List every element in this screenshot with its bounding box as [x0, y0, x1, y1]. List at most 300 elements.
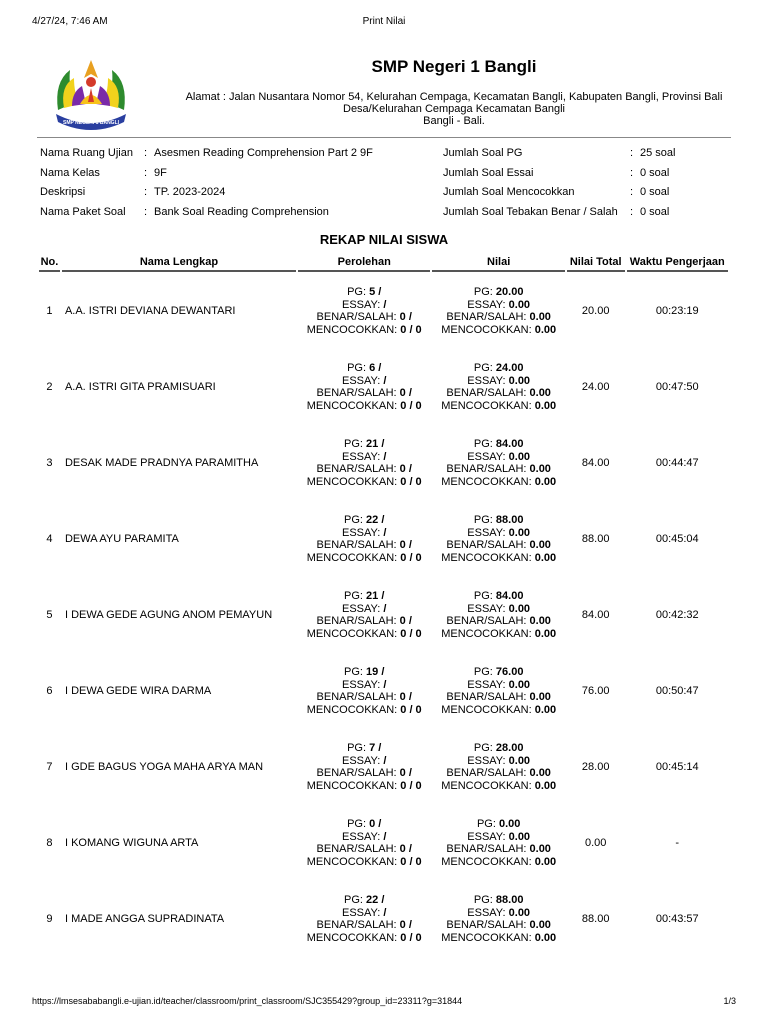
nilai-pg-label: PG:: [473, 894, 496, 906]
nilai-pg-value: 28.00: [495, 742, 524, 754]
perolehan-mencocokkan-value: 0 / 0: [400, 855, 422, 868]
nilai-essay: [432, 375, 564, 388]
info-value: Asesmen Reading Comprehension Part 2 9F: [154, 147, 373, 159]
cell-waktu: 00:50:47: [655, 685, 699, 697]
nilai-pg: [432, 362, 564, 375]
nilai-benar: [432, 311, 564, 324]
perolehan-mencocokkan-value: 0 / 0: [400, 931, 422, 944]
cell-waktu: -: [675, 837, 680, 849]
info-label: Jumlah Soal Essai: [443, 166, 534, 179]
info-colon: :: [630, 166, 634, 179]
nilai-essay-label: ESSAY:: [467, 830, 509, 843]
cell-name: A.A. ISTRI GITA PRAMISUARI: [64, 381, 216, 393]
nilai-essay-value: 0.00: [508, 906, 531, 919]
info-colon: :: [144, 166, 148, 179]
info-label: Nama Ruang Ujian: [40, 147, 133, 159]
cell-no: 1: [46, 305, 53, 317]
perolehan-essay-label: ESSAY:: [341, 678, 384, 691]
nilai-benar-value: 0.00: [529, 843, 551, 855]
perolehan-essay: [298, 907, 430, 920]
perolehan-essay-value: /: [383, 906, 387, 919]
nilai-essay: [432, 527, 564, 540]
nilai-benar-value: 0.00: [529, 767, 551, 779]
perolehan-benar: [298, 311, 430, 324]
school-name: SMP Negeri 1 Bangli: [371, 57, 537, 76]
cell-total: 76.00: [581, 685, 610, 697]
nilai-mencocokkan: [432, 400, 564, 413]
perolehan-benar: [298, 767, 430, 780]
cell-perolehan: [298, 426, 430, 500]
perolehan-pg-label: PG:: [344, 894, 367, 906]
perolehan-mencocokkan: [298, 704, 430, 717]
perolehan-pg-label: PG:: [344, 590, 367, 602]
cell-nilai: [432, 882, 564, 956]
nilai-benar-value: 0.00: [529, 387, 551, 399]
nilai-benar: [432, 387, 564, 400]
nilai-mencocokkan-value: 0.00: [534, 779, 557, 792]
nilai-benar: [432, 691, 564, 704]
perolehan-essay: [298, 755, 430, 768]
info-label: Deskripsi: [40, 186, 86, 198]
cell-name: A.A. ISTRI DEVIANA DEWANTARI: [64, 305, 236, 317]
perolehan-essay: [298, 375, 430, 388]
perolehan-benar-label: BENAR/SALAH:: [316, 919, 400, 931]
nilai-essay-label: ESSAY:: [467, 526, 509, 539]
page-url: https://lmsesababangli.e-ujian.id/teacher/classroom/print_classroom/SJC355429?group_id=23311?g=31844: [32, 996, 463, 1006]
header-divider: [37, 137, 731, 138]
nilai-essay: [432, 831, 564, 844]
nilai-mencocokkan-label: MENCOCOKKAN:: [441, 779, 535, 792]
perolehan-benar-value: 0 /: [399, 843, 412, 855]
perolehan-essay: [298, 603, 430, 616]
info-colon: :: [630, 186, 634, 198]
perolehan-mencocokkan: [298, 932, 430, 945]
nilai-benar: [432, 767, 564, 780]
nilai-mencocokkan-label: MENCOCOKKAN:: [441, 703, 535, 716]
cell-nilai: [432, 350, 564, 424]
nilai-pg-value: 84.00: [495, 590, 524, 602]
perolehan-benar: [298, 615, 430, 628]
perolehan-benar-value: 0 /: [399, 539, 412, 551]
cell-perolehan: [298, 502, 430, 576]
cell-no: 4: [46, 533, 53, 545]
perolehan-benar-value: 0 /: [399, 311, 412, 323]
nilai-essay-label: ESSAY:: [467, 450, 509, 463]
nilai-pg: [432, 438, 564, 451]
perolehan-pg: [298, 438, 430, 451]
cell-total: 88.00: [581, 913, 610, 925]
cell-total: 20.00: [581, 305, 610, 317]
perolehan-pg: [298, 362, 430, 375]
cell-perolehan: [298, 274, 430, 348]
perolehan-benar: [298, 691, 430, 704]
perolehan-pg: [298, 590, 430, 603]
nilai-mencocokkan-label: MENCOCOKKAN:: [441, 323, 535, 336]
cell-nilai: [432, 274, 564, 348]
nilai-essay-value: 0.00: [508, 526, 531, 539]
nilai-pg-label: PG:: [473, 286, 496, 298]
cell-total: 84.00: [581, 609, 610, 621]
perolehan-pg-label: PG:: [344, 438, 367, 450]
cell-nilai: [432, 806, 564, 880]
perolehan-mencocokkan-value: 0 / 0: [400, 627, 422, 640]
nilai-essay: [432, 755, 564, 768]
perolehan-benar-label: BENAR/SALAH:: [316, 311, 400, 323]
cell-perolehan: [298, 882, 430, 956]
cell-perolehan: [298, 350, 430, 424]
nilai-benar-value: 0.00: [529, 691, 551, 703]
nilai-benar-value: 0.00: [529, 615, 551, 627]
perolehan-benar: [298, 463, 430, 476]
cell-no: 2: [46, 381, 53, 393]
perolehan-mencocokkan: [298, 628, 430, 641]
perolehan-essay-label: ESSAY:: [341, 450, 384, 463]
nilai-mencocokkan-value: 0.00: [534, 475, 557, 488]
nilai-benar-label: BENAR/SALAH:: [446, 311, 530, 323]
perolehan-essay: [298, 831, 430, 844]
nilai-pg: [432, 590, 564, 603]
perolehan-mencocokkan: [298, 476, 430, 489]
table-row: [39, 730, 728, 804]
perolehan-essay-value: /: [383, 450, 387, 463]
info-value: 0 soal: [640, 166, 670, 179]
nilai-essay-label: ESSAY:: [467, 754, 509, 767]
perolehan-essay-value: /: [383, 754, 387, 767]
header-perolehan: Perolehan: [298, 254, 430, 272]
nilai-pg: [432, 514, 564, 527]
cell-nilai: [432, 654, 564, 728]
perolehan-pg: [298, 666, 430, 679]
perolehan-essay-value: /: [383, 526, 387, 539]
perolehan-benar: [298, 843, 430, 856]
nilai-pg-label: PG:: [476, 818, 499, 830]
info-colon: :: [144, 186, 148, 198]
cell-no: 7: [46, 761, 53, 773]
nilai-mencocokkan-value: 0.00: [534, 323, 557, 336]
perolehan-essay-label: ESSAY:: [341, 830, 384, 843]
cell-waktu: 00:47:50: [655, 381, 699, 393]
nilai-essay-label: ESSAY:: [467, 374, 509, 387]
nilai-essay: [432, 299, 564, 312]
nilai-benar: [432, 919, 564, 932]
table-row: [39, 274, 728, 348]
nilai-essay-value: 0.00: [508, 678, 531, 691]
nilai-essay-value: 0.00: [508, 602, 531, 615]
nilai-benar-value: 0.00: [529, 311, 551, 323]
cell-name: I GDE BAGUS YOGA MAHA ARYA MAN: [64, 761, 264, 773]
nilai-benar-label: BENAR/SALAH:: [446, 463, 530, 475]
perolehan-benar-value: 0 /: [399, 767, 412, 779]
nilai-mencocokkan-value: 0.00: [534, 703, 557, 716]
perolehan-pg: [298, 818, 430, 831]
nilai-pg: [432, 818, 564, 831]
perolehan-benar-label: BENAR/SALAH:: [316, 615, 400, 627]
perolehan-mencocokkan-value: 0 / 0: [400, 703, 422, 716]
perolehan-mencocokkan-value: 0 / 0: [400, 551, 422, 564]
info-colon: :: [630, 205, 634, 218]
perolehan-essay: [298, 299, 430, 312]
table-row: [39, 578, 728, 652]
nilai-mencocokkan: [432, 932, 564, 945]
nilai-benar: [432, 463, 564, 476]
info-label: Jumlah Soal Mencocokkan: [443, 186, 575, 198]
nilai-benar-label: BENAR/SALAH:: [446, 919, 530, 931]
nilai-pg-label: PG:: [473, 438, 496, 450]
perolehan-pg-value: 19 /: [366, 666, 385, 678]
nilai-pg-label: PG:: [473, 514, 496, 526]
nilai-essay-value: 0.00: [508, 830, 531, 843]
nilai-benar-label: BENAR/SALAH:: [446, 615, 530, 627]
nilai-essay-label: ESSAY:: [467, 678, 509, 691]
table-row: [39, 502, 728, 576]
table-row: [39, 350, 728, 424]
nilai-benar: [432, 539, 564, 552]
nilai-mencocokkan: [432, 476, 564, 489]
perolehan-mencocokkan-value: 0 / 0: [400, 475, 422, 488]
cell-no: 6: [46, 685, 53, 697]
info-label: Jumlah Soal PG: [443, 147, 523, 159]
perolehan-essay-label: ESSAY:: [341, 298, 384, 311]
perolehan-benar-label: BENAR/SALAH:: [316, 387, 400, 399]
perolehan-mencocokkan: [298, 780, 430, 793]
header-no: No.: [39, 254, 60, 272]
cell-total: 24.00: [581, 381, 610, 393]
perolehan-essay-label: ESSAY:: [341, 526, 384, 539]
cell-no: 3: [46, 457, 53, 469]
header-name: Nama Lengkap: [62, 254, 296, 272]
info-value: 9F: [154, 166, 167, 179]
perolehan-pg: [298, 514, 430, 527]
header-total: Nilai Total: [567, 254, 625, 272]
perolehan-essay-value: /: [383, 298, 387, 311]
cell-no: 9: [46, 913, 53, 925]
perolehan-pg-value: 6 /: [369, 362, 382, 374]
nilai-essay: [432, 907, 564, 920]
nilai-essay: [432, 603, 564, 616]
perolehan-benar: [298, 539, 430, 552]
perolehan-essay: [298, 679, 430, 692]
nilai-mencocokkan-label: MENCOCOKKAN:: [441, 551, 535, 564]
perolehan-benar-label: BENAR/SALAH:: [316, 767, 400, 779]
nilai-pg-value: 0.00: [498, 818, 521, 830]
info-colon: :: [144, 205, 148, 218]
perolehan-benar-label: BENAR/SALAH:: [316, 691, 400, 703]
perolehan-pg-value: 22 /: [366, 894, 385, 906]
perolehan-benar-label: BENAR/SALAH:: [316, 843, 400, 855]
info-value: 0 soal: [640, 186, 670, 198]
perolehan-mencocokkan-label: MENCOCOKKAN:: [306, 779, 401, 792]
nilai-mencocokkan: [432, 552, 564, 565]
nilai-mencocokkan-label: MENCOCOKKAN:: [441, 399, 535, 412]
cell-name: I MADE ANGGA SUPRADINATA: [64, 913, 225, 925]
perolehan-pg: [298, 742, 430, 755]
nilai-essay-value: 0.00: [508, 754, 531, 767]
perolehan-mencocokkan-label: MENCOCOKKAN:: [306, 323, 401, 336]
nilai-benar-label: BENAR/SALAH:: [446, 387, 530, 399]
perolehan-pg-value: 21 /: [366, 438, 385, 450]
nilai-mencocokkan: [432, 780, 564, 793]
perolehan-mencocokkan-label: MENCOCOKKAN:: [306, 399, 401, 412]
nilai-essay: [432, 451, 564, 464]
perolehan-pg-value: 7 /: [369, 742, 382, 754]
info-label: Nama Paket Soal: [40, 205, 126, 218]
cell-total: 84.00: [581, 457, 610, 469]
cell-perolehan: [298, 806, 430, 880]
print-header: [32, 16, 736, 30]
perolehan-pg-label: PG:: [347, 286, 370, 298]
nilai-pg: [432, 666, 564, 679]
nilai-benar-value: 0.00: [529, 539, 551, 551]
perolehan-essay: [298, 451, 430, 464]
nilai-essay-value: 0.00: [508, 298, 531, 311]
print-title: Print Nilai: [362, 16, 406, 27]
nilai-pg-label: PG:: [473, 666, 496, 678]
nilai-essay-label: ESSAY:: [467, 602, 509, 615]
perolehan-pg-label: PG:: [347, 818, 370, 830]
cell-waktu: 00:42:32: [655, 609, 699, 621]
info-label: Jumlah Soal Tebakan Benar / Salah: [443, 205, 618, 218]
nilai-pg: [432, 894, 564, 907]
nilai-pg-label: PG:: [473, 742, 496, 754]
perolehan-mencocokkan: [298, 552, 430, 565]
cell-name: I KOMANG WIGUNA ARTA: [64, 837, 199, 849]
info-value: 25 soal: [640, 147, 676, 159]
table-row: [39, 426, 728, 500]
perolehan-pg-value: 22 /: [366, 514, 385, 526]
page-number: 1/3: [723, 996, 736, 1006]
info-value: 0 soal: [640, 205, 670, 218]
address-line: Desa/Kelurahan Cempaga Kecamatan Bangli: [343, 103, 565, 115]
perolehan-mencocokkan-value: 0 / 0: [400, 323, 422, 336]
info-colon: :: [144, 147, 148, 159]
perolehan-pg-value: 5 /: [369, 286, 382, 298]
address-line: Alamat : Jalan Nusantara Nomor 54, Kelurahan Cempaga, Kecamatan Bangli, Kabupaten Bangli, Provinsi Bali: [185, 91, 723, 103]
cell-total: 88.00: [581, 533, 610, 545]
nilai-pg-value: 24.00: [495, 362, 524, 374]
perolehan-mencocokkan-label: MENCOCOKKAN:: [306, 931, 401, 944]
nilai-pg-value: 88.00: [495, 514, 524, 526]
perolehan-essay-value: /: [383, 830, 387, 843]
perolehan-benar: [298, 387, 430, 400]
nilai-mencocokkan-value: 0.00: [534, 551, 557, 564]
nilai-pg-value: 76.00: [495, 666, 524, 678]
header-nilai: Nilai: [432, 254, 564, 272]
nilai-mencocokkan-value: 0.00: [534, 931, 557, 944]
info-colon: :: [630, 147, 634, 159]
nilai-mencocokkan-value: 0.00: [534, 399, 557, 412]
perolehan-mencocokkan-label: MENCOCOKKAN:: [306, 551, 401, 564]
cell-nilai: [432, 426, 564, 500]
perolehan-mencocokkan: [298, 324, 430, 337]
cell-perolehan: [298, 730, 430, 804]
table-header-row: [39, 254, 728, 272]
table-row: [39, 806, 728, 880]
school-address: [140, 91, 768, 127]
nilai-benar-label: BENAR/SALAH:: [446, 767, 530, 779]
nilai-essay-value: 0.00: [508, 450, 531, 463]
cell-nilai: [432, 730, 564, 804]
nilai-pg-label: PG:: [473, 362, 496, 374]
perolehan-essay-value: /: [383, 678, 387, 691]
address-line: Bangli - Bali.: [423, 115, 485, 127]
perolehan-pg-value: 0 /: [369, 818, 382, 830]
nilai-mencocokkan-label: MENCOCOKKAN:: [441, 475, 535, 488]
perolehan-mencocokkan-label: MENCOCOKKAN:: [306, 855, 401, 868]
perolehan-mencocokkan-label: MENCOCOKKAN:: [306, 703, 401, 716]
nilai-pg: [432, 286, 564, 299]
nilai-mencocokkan: [432, 324, 564, 337]
nilai-benar-label: BENAR/SALAH:: [446, 691, 530, 703]
cell-name: I DEWA GEDE WIRA DARMA: [64, 685, 212, 697]
cell-perolehan: [298, 654, 430, 728]
nilai-essay-label: ESSAY:: [467, 906, 509, 919]
perolehan-essay: [298, 527, 430, 540]
perolehan-benar-value: 0 /: [399, 387, 412, 399]
nilai-mencocokkan-value: 0.00: [534, 627, 557, 640]
perolehan-pg-label: PG:: [344, 666, 367, 678]
nilai-mencocokkan: [432, 856, 564, 869]
cell-waktu: 00:44:47: [655, 457, 699, 469]
perolehan-benar-value: 0 /: [399, 615, 412, 627]
nilai-pg-value: 20.00: [495, 286, 524, 298]
header-waktu: Waktu Pengerjaan: [627, 254, 729, 272]
nilai-benar: [432, 615, 564, 628]
cell-no: 5: [46, 609, 53, 621]
perolehan-mencocokkan-value: 0 / 0: [400, 399, 422, 412]
perolehan-essay-label: ESSAY:: [341, 602, 384, 615]
perolehan-benar-value: 0 /: [399, 691, 412, 703]
perolehan-mencocokkan: [298, 400, 430, 413]
perolehan-essay-value: /: [383, 374, 387, 387]
nilai-benar-value: 0.00: [529, 919, 551, 931]
cell-total: 28.00: [581, 761, 610, 773]
perolehan-pg-label: PG:: [347, 742, 370, 754]
school-logo-icon: [50, 52, 132, 134]
perolehan-benar-value: 0 /: [399, 919, 412, 931]
perolehan-pg-label: PG:: [347, 362, 370, 374]
cell-waktu: 00:23:19: [655, 305, 699, 317]
nilai-mencocokkan: [432, 628, 564, 641]
perolehan-benar-label: BENAR/SALAH:: [316, 539, 400, 551]
cell-name: DEWA AYU PARAMITA: [64, 533, 179, 545]
nilai-essay-value: 0.00: [508, 374, 531, 387]
nilai-mencocokkan-value: 0.00: [534, 855, 557, 868]
nilai-benar: [432, 843, 564, 856]
cell-waktu: 00:45:14: [655, 761, 699, 773]
perolehan-benar-value: 0 /: [399, 463, 412, 475]
nilai-mencocokkan-label: MENCOCOKKAN:: [441, 855, 535, 868]
nilai-pg: [432, 742, 564, 755]
perolehan-mencocokkan-value: 0 / 0: [400, 779, 422, 792]
print-date: 4/27/24, 7:46 AM: [32, 16, 108, 27]
nilai-benar-label: BENAR/SALAH:: [446, 843, 530, 855]
cell-name: I DEWA GEDE AGUNG ANOM PEMAYUN: [64, 609, 273, 621]
perolehan-pg: [298, 286, 430, 299]
perolehan-mencocokkan-label: MENCOCOKKAN:: [306, 475, 401, 488]
perolehan-pg-value: 21 /: [366, 590, 385, 602]
perolehan-mencocokkan: [298, 856, 430, 869]
nilai-essay-label: ESSAY:: [467, 298, 509, 311]
info-value: Bank Soal Reading Comprehension: [154, 205, 329, 218]
nilai-mencocokkan-label: MENCOCOKKAN:: [441, 931, 535, 944]
nilai-essay: [432, 679, 564, 692]
info-label: Nama Kelas: [40, 166, 100, 179]
cell-no: 8: [46, 837, 53, 849]
nilai-pg-label: PG:: [473, 590, 496, 602]
cell-nilai: [432, 578, 564, 652]
nilai-benar-value: 0.00: [529, 463, 551, 475]
score-table-wrap: [37, 252, 730, 958]
